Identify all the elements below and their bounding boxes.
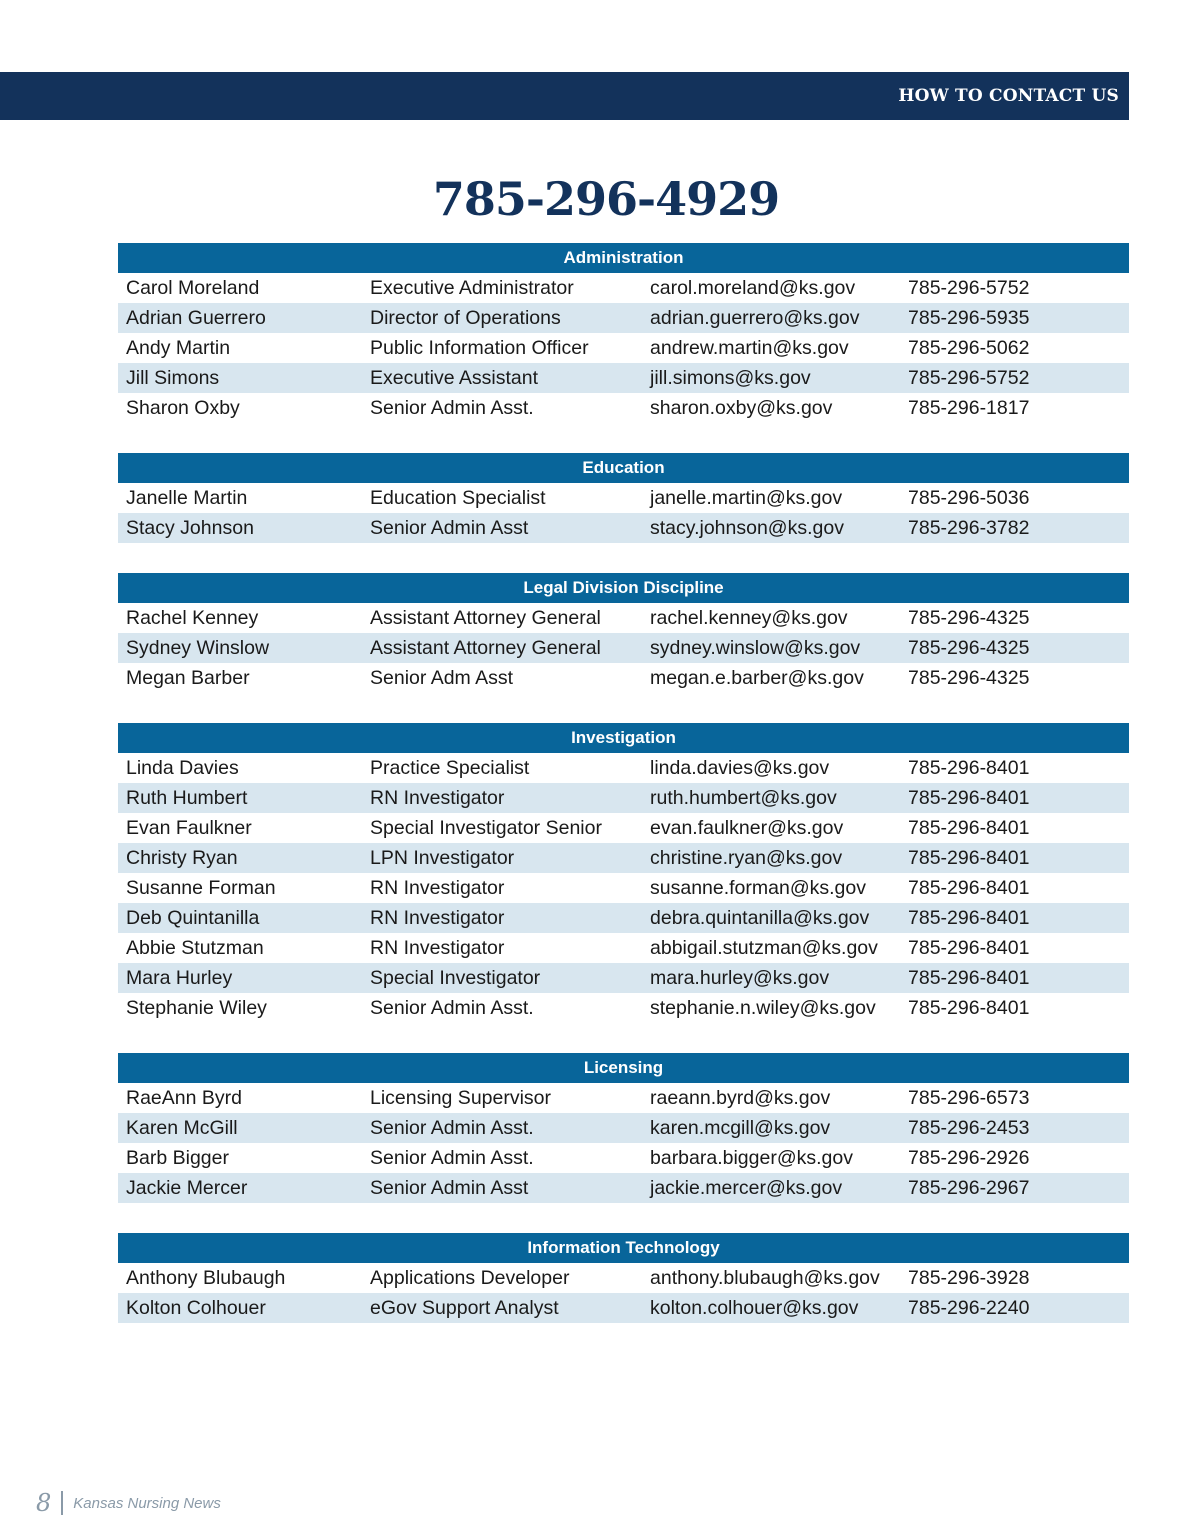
contact-name: Carol Moreland	[126, 277, 260, 299]
contact-title: Senior Admin Asst.	[370, 397, 534, 419]
contact-title: Licensing Supervisor	[370, 1087, 552, 1109]
contact-name: Karen McGill	[126, 1117, 238, 1139]
contact-name: Adrian Guerrero	[126, 307, 266, 329]
contact-title: Senior Admin Asst.	[370, 1147, 534, 1169]
section-header: Legal Division Discipline	[118, 573, 1129, 603]
banner-title: HOW TO CONTACT US	[898, 86, 1119, 106]
contact-title: Assistant Attorney General	[370, 607, 601, 629]
publication-name: Kansas Nursing News	[73, 1494, 221, 1512]
table-row	[118, 333, 1129, 363]
table-row	[118, 993, 1129, 1023]
contact-email: raeann.byrd@ks.gov	[650, 1087, 831, 1109]
contact-title: Executive Assistant	[370, 367, 538, 389]
section-header: Education	[118, 453, 1129, 483]
top-banner	[0, 72, 1129, 120]
contact-email: debra.quintanilla@ks.gov	[650, 907, 870, 929]
contact-email: susanne.forman@ks.gov	[650, 877, 866, 899]
contact-name: Rachel Kenney	[126, 607, 259, 629]
table-row	[118, 843, 1129, 873]
contact-phone: 785-296-8401	[908, 817, 1030, 839]
section	[118, 573, 1129, 693]
section-header: Licensing	[118, 1053, 1129, 1083]
contact-phone: 785-296-8401	[908, 757, 1030, 779]
table-row	[118, 1173, 1129, 1203]
contact-name: Jill Simons	[126, 367, 220, 389]
contact-name: Stacy Johnson	[126, 517, 254, 539]
contact-phone: 785-296-4325	[908, 667, 1030, 689]
table-row	[118, 663, 1129, 693]
contact-email: kolton.colhouer@ks.gov	[650, 1297, 859, 1319]
contact-title: Practice Specialist	[370, 757, 530, 779]
contact-email: sydney.winslow@ks.gov	[650, 637, 861, 659]
contact-title: Public Information Officer	[370, 337, 589, 359]
contact-title: Senior Admin Asst	[370, 1177, 529, 1199]
contact-title: Senior Admin Asst.	[370, 997, 534, 1019]
contact-phone: 785-296-8401	[908, 967, 1030, 989]
section-header: Information Technology	[118, 1233, 1129, 1263]
contact-title: RN Investigator	[370, 787, 505, 809]
contact-title: Senior Admin Asst	[370, 517, 529, 539]
footer-divider	[61, 1491, 63, 1515]
contact-phone: 785-296-5752	[908, 277, 1030, 299]
table-row	[118, 603, 1129, 633]
contact-name: Ruth Humbert	[126, 787, 248, 809]
contact-name: Barb Bigger	[126, 1147, 229, 1169]
contact-email: megan.e.barber@ks.gov	[650, 667, 864, 689]
contact-email: andrew.martin@ks.gov	[650, 337, 849, 359]
contact-email: abbigail.stutzman@ks.gov	[650, 937, 878, 959]
contact-name: Mara Hurley	[126, 967, 233, 989]
contact-name: Susanne Forman	[126, 877, 276, 899]
contact-title: Director of Operations	[370, 307, 561, 329]
table-row	[118, 933, 1129, 963]
section	[118, 453, 1129, 543]
contact-phone: 785-296-5752	[908, 367, 1030, 389]
table-row	[118, 273, 1129, 303]
contact-email: adrian.guerrero@ks.gov	[650, 307, 860, 329]
section	[118, 1233, 1129, 1323]
table-row	[118, 303, 1129, 333]
contact-title: Applications Developer	[370, 1267, 570, 1289]
table-row	[118, 753, 1129, 783]
contact-name: Linda Davies	[126, 757, 239, 779]
contact-phone: 785-296-2240	[908, 1297, 1030, 1319]
contact-title: Special Investigator Senior	[370, 817, 602, 839]
contact-phone: 785-296-2926	[908, 1147, 1030, 1169]
contact-email: karen.mcgill@ks.gov	[650, 1117, 831, 1139]
contact-email: linda.davies@ks.gov	[650, 757, 830, 779]
contact-email: anthony.blubaugh@ks.gov	[650, 1267, 880, 1289]
contact-title: RN Investigator	[370, 907, 505, 929]
contact-name: Abbie Stutzman	[126, 937, 264, 959]
contact-email: carol.moreland@ks.gov	[650, 277, 856, 299]
contact-email: stacy.johnson@ks.gov	[650, 517, 844, 539]
contact-title: Special Investigator	[370, 967, 541, 989]
contact-email: jill.simons@ks.gov	[650, 367, 811, 389]
contact-title: eGov Support Analyst	[370, 1297, 559, 1319]
contact-title: LPN Investigator	[370, 847, 515, 869]
contact-phone: 785-296-8401	[908, 877, 1030, 899]
contact-name: Andy Martin	[126, 337, 231, 359]
contact-title: Senior Adm Asst	[370, 667, 514, 689]
table-row	[118, 1083, 1129, 1113]
contact-name: Kolton Colhouer	[126, 1297, 266, 1319]
contact-email: jackie.mercer@ks.gov	[650, 1177, 843, 1199]
contact-phone: 785-296-3782	[908, 517, 1030, 539]
contact-name: Anthony Blubaugh	[126, 1267, 286, 1289]
contact-name: Sydney Winslow	[126, 637, 270, 659]
contact-email: christine.ryan@ks.gov	[650, 847, 843, 869]
contact-email: janelle.martin@ks.gov	[650, 487, 843, 509]
table-row	[118, 873, 1129, 903]
contact-name: Janelle Martin	[126, 487, 248, 509]
section-header: Administration	[118, 243, 1129, 273]
contact-phone: 785-296-4325	[908, 637, 1030, 659]
contact-phone: 785-296-5036	[908, 487, 1030, 509]
contact-phone: 785-296-5935	[908, 307, 1030, 329]
contact-phone: 785-296-8401	[908, 907, 1030, 929]
table-row	[118, 783, 1129, 813]
contact-title: Assistant Attorney General	[370, 637, 601, 659]
page-footer	[36, 1486, 221, 1520]
contact-email: rachel.kenney@ks.gov	[650, 607, 848, 629]
contact-phone: 785-296-2453	[908, 1117, 1030, 1139]
contact-phone: 785-296-1817	[908, 397, 1030, 419]
contact-phone: 785-296-8401	[908, 997, 1030, 1019]
contact-title: Executive Administrator	[370, 277, 574, 299]
contact-name: Jackie Mercer	[126, 1177, 248, 1199]
contact-title: Senior Admin Asst.	[370, 1117, 534, 1139]
contact-directory	[118, 243, 1129, 1353]
contact-email: evan.faulkner@ks.gov	[650, 817, 844, 839]
table-row	[118, 1293, 1129, 1323]
contact-phone: 785-296-2967	[908, 1177, 1030, 1199]
contact-title: RN Investigator	[370, 877, 505, 899]
contact-phone: 785-296-6573	[908, 1087, 1030, 1109]
table-row	[118, 633, 1129, 663]
table-row	[118, 363, 1129, 393]
table-row	[118, 1143, 1129, 1173]
contact-email: barbara.bigger@ks.gov	[650, 1147, 853, 1169]
table-row	[118, 903, 1129, 933]
contact-phone: 785-296-8401	[908, 937, 1030, 959]
contact-title: RN Investigator	[370, 937, 505, 959]
section	[118, 723, 1129, 1023]
section-header: Investigation	[118, 723, 1129, 753]
contact-name: Stephanie Wiley	[126, 997, 267, 1019]
table-row	[118, 813, 1129, 843]
contact-name: Evan Faulkner	[126, 817, 252, 839]
section	[118, 243, 1129, 423]
contact-phone: 785-296-4325	[908, 607, 1030, 629]
contact-name: Deb Quintanilla	[126, 907, 260, 929]
contact-phone: 785-296-3928	[908, 1267, 1030, 1289]
section	[118, 1053, 1129, 1203]
contact-name: Megan Barber	[126, 667, 250, 689]
table-row	[118, 513, 1129, 543]
table-row	[118, 1113, 1129, 1143]
contact-name: Christy Ryan	[126, 847, 238, 869]
contact-phone: 785-296-8401	[908, 847, 1030, 869]
table-row	[118, 483, 1129, 513]
contact-title: Education Specialist	[370, 487, 546, 509]
contact-email: sharon.oxby@ks.gov	[650, 397, 833, 419]
table-row	[118, 393, 1129, 423]
contact-phone: 785-296-5062	[908, 337, 1030, 359]
main-phone-number: 785-296-4929	[432, 172, 780, 226]
contact-email: ruth.humbert@ks.gov	[650, 787, 837, 809]
contact-phone: 785-296-8401	[908, 787, 1030, 809]
contact-email: mara.hurley@ks.gov	[650, 967, 830, 989]
table-row	[118, 963, 1129, 993]
contact-name: Sharon Oxby	[126, 397, 240, 419]
table-row	[118, 1263, 1129, 1293]
contact-name: RaeAnn Byrd	[126, 1087, 242, 1109]
contact-email: stephanie.n.wiley@ks.gov	[650, 997, 876, 1019]
page-number: 8	[36, 1489, 52, 1517]
